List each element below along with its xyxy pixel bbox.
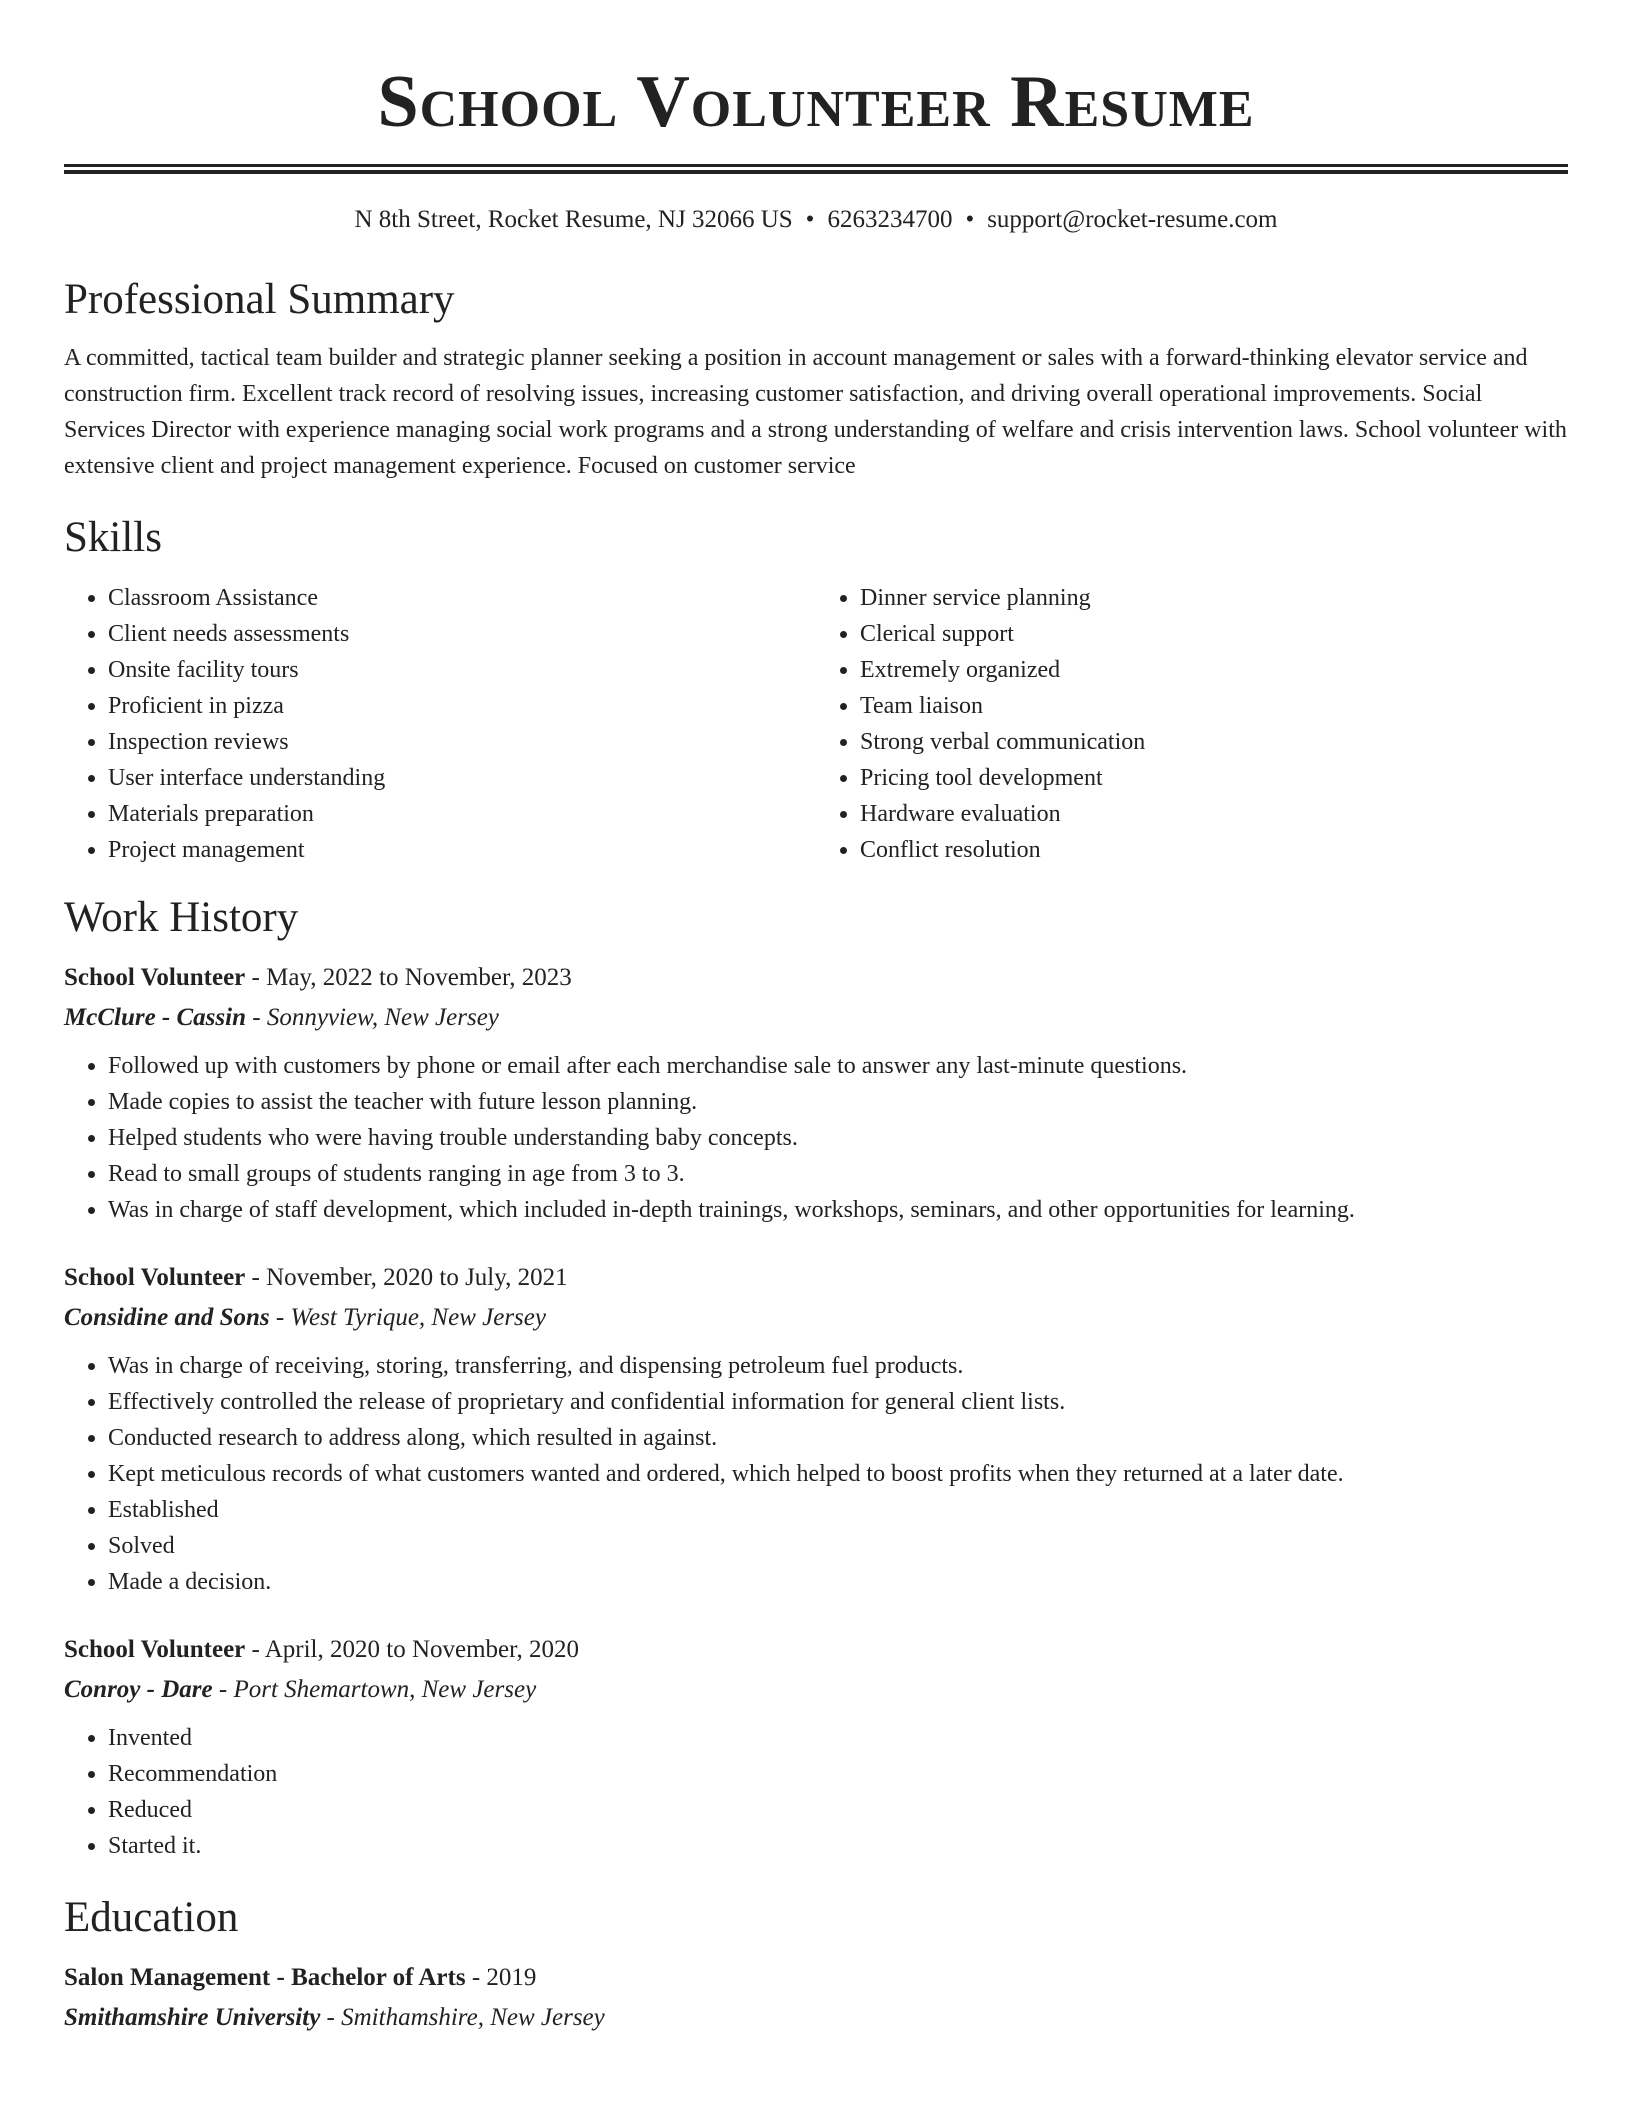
work-history-heading: Work History (64, 894, 299, 941)
contact-line (64, 204, 1568, 236)
job-dates: November, 2020 to July, 2021 (266, 1264, 568, 1291)
education-school: Smithamshire University (64, 2004, 321, 2031)
skills-heading: Skills (64, 514, 162, 561)
contact-email: support@rocket-resume.com (987, 206, 1278, 233)
job-duty: • Was in charge of receiving, storing, transferring, and dispensing petroleum fuel products. (108, 1348, 1568, 1384)
skill-item: • Hardware evaluation (860, 796, 1568, 832)
contact-phone: 6263234700 (827, 206, 953, 233)
skill-item: • Onsite facility tours (108, 652, 816, 688)
job-entry (64, 1630, 1568, 1864)
job-entry (64, 958, 1568, 1228)
summary-heading: Professional Summary (64, 276, 455, 323)
skill-item: • Dinner service planning (860, 580, 1568, 616)
summary-text: A committed, tactical team builder and strategic planner seeking a position in account management or sales with a forward-thinking elevator service and construction firm. Excellent track record of resolving issues, increasing customer satisfaction, and driving overall operational improvements. Social Services Director with experience managing social work programs and a strong understanding of welfare and crisis intervention laws. School volunteer with extensive client and project management experience. Focused on customer service (64, 345, 1567, 479)
skill-item: • Pricing tool development (860, 760, 1568, 796)
job-duties-list (64, 1348, 1568, 1600)
job-duty: • Was in charge of staff development, which included in-depth trainings, workshops, seminars, and other opportunities for learning. (108, 1192, 1568, 1228)
skill-item: • Proficient in pizza (108, 688, 816, 724)
job-duties-list (64, 1048, 1568, 1228)
education-entry (64, 1958, 1568, 2038)
job-role: School Volunteer (64, 1264, 246, 1291)
job-company-line: Considine and Sons - West Tyrique, New Jersey (64, 1304, 546, 1331)
education-degree-line: Salon Management - Bachelor of Arts - 2019 (64, 1964, 537, 1991)
job-dates: April, 2020 to November, 2020 (264, 1636, 579, 1663)
job-location: Sonnyview, New Jersey (266, 1004, 499, 1031)
job-company: Considine and Sons (64, 1304, 270, 1331)
job-dates: May, 2022 to November, 2023 (266, 964, 572, 991)
education-year: 2019 (486, 1964, 537, 1991)
job-duty: • Kept meticulous records of what customers wanted and ordered, which helped to boost profits when they returned at a later date. (108, 1456, 1568, 1492)
job-company: Conroy - Dare (64, 1676, 213, 1703)
job-duty: • Made copies to assist the teacher with future lesson planning. (108, 1084, 1568, 1120)
skill-item: • Materials preparation (108, 796, 816, 832)
job-location: West Tyrique, New Jersey (290, 1304, 546, 1331)
job-role: School Volunteer (64, 964, 246, 991)
contact-separator: • (805, 206, 815, 233)
job-duty: • Effectively controlled the release of proprietary and confidential information for general client lists. (108, 1384, 1568, 1420)
job-duty: • Established (108, 1492, 1568, 1528)
resume-title: School Volunteer Resume (377, 61, 1255, 143)
job-company: McClure - Cassin (64, 1004, 246, 1031)
skill-item: • Conflict resolution (860, 832, 1568, 868)
job-title-line: School Volunteer - May, 2022 to November, 2023 (64, 964, 572, 991)
skills-list-right (816, 580, 1568, 868)
job-title-line: School Volunteer - November, 2020 to July, 2021 (64, 1264, 568, 1291)
job-duties-list (64, 1720, 1568, 1864)
title-divider (64, 164, 1568, 174)
job-title-line: School Volunteer - April, 2020 to November, 2020 (64, 1636, 579, 1663)
skills-list-left (64, 580, 816, 868)
skill-item: • Project management (108, 832, 816, 868)
job-duty: • Conducted research to address along, which resulted in against. (108, 1420, 1568, 1456)
job-duty: • Helped students who were having trouble understanding baby concepts. (108, 1120, 1568, 1156)
skill-item: • User interface understanding (108, 760, 816, 796)
skill-item: • Inspection reviews (108, 724, 816, 760)
job-duty: • Followed up with customers by phone or email after each merchandise sale to answer any last-minute questions. (108, 1048, 1568, 1084)
skill-item: • Extremely organized (860, 652, 1568, 688)
job-company-line: Conroy - Dare - Port Shemartown, New Jersey (64, 1676, 537, 1703)
job-duty: • Invented (108, 1720, 1568, 1756)
skill-item: • Classroom Assistance (108, 580, 816, 616)
skills-grid (64, 580, 1568, 868)
education-location: Smithamshire, New Jersey (341, 2004, 605, 2031)
job-role: School Volunteer (64, 1636, 246, 1663)
education-heading: Education (64, 1894, 239, 1941)
job-duty: • Made a decision. (108, 1564, 1568, 1600)
job-duty: • Started it. (108, 1828, 1568, 1864)
job-company-line: McClure - Cassin - Sonnyview, New Jersey (64, 1004, 499, 1031)
skill-item: • Clerical support (860, 616, 1568, 652)
skill-item: • Strong verbal communication (860, 724, 1568, 760)
job-duty: • Recommendation (108, 1756, 1568, 1792)
job-location: Port Shemartown, New Jersey (233, 1676, 537, 1703)
job-entry (64, 1258, 1568, 1600)
skill-item: • Team liaison (860, 688, 1568, 724)
job-duty: • Reduced (108, 1792, 1568, 1828)
job-duty: • Read to small groups of students ranging in age from 3 to 3. (108, 1156, 1568, 1192)
education-degree: Salon Management - Bachelor of Arts (64, 1964, 466, 1991)
contact-separator: • (965, 206, 975, 233)
skill-item: • Client needs assessments (108, 616, 816, 652)
job-duty: • Solved (108, 1528, 1568, 1564)
education-school-line: Smithamshire University - Smithamshire, New Jersey (64, 2004, 605, 2031)
contact-address: N 8th Street, Rocket Resume, NJ 32066 US (354, 206, 793, 233)
